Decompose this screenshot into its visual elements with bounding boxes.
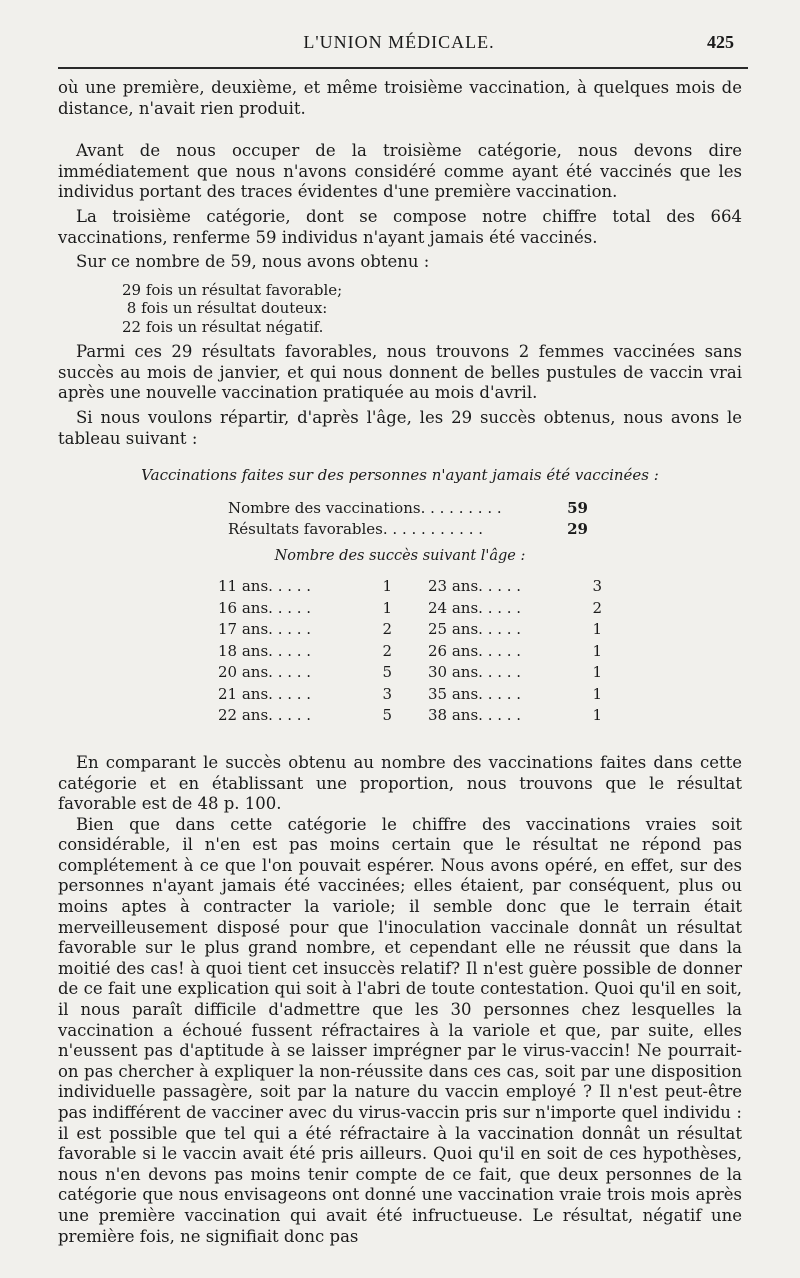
table-row <box>428 662 638 684</box>
paragraph: La troisième catégorie, dont se compose notre chiffre total des 664 vaccinations, renferme 59 individus n'ayant jamais été vaccinés. <box>58 206 742 247</box>
table-row <box>218 662 428 684</box>
age-label: 20 ans. . . . . <box>218 663 312 682</box>
age-column-right <box>428 576 638 727</box>
table-row <box>218 598 428 620</box>
paragraph: En comparant le succès obtenu au nombre des vaccinations faites dans cette catégorie et en établissant une proportion, nous trouvons que le résultat favorable est de 48 p. 100. <box>58 752 742 814</box>
age-table <box>218 576 742 727</box>
age-count: 3 <box>382 684 392 703</box>
age-count: 1 <box>382 598 392 617</box>
age-count: 2 <box>382 641 392 660</box>
age-count: 2 <box>592 598 602 617</box>
table-row <box>428 576 638 598</box>
table-row <box>218 641 428 663</box>
age-label: 21 ans. . . . . <box>218 684 312 703</box>
table-caption: Vaccinations faites sur des personnes n'ayant jamais été vaccinées : <box>141 466 659 485</box>
summary-row <box>228 498 742 519</box>
age-label: 17 ans. . . . . <box>218 620 312 639</box>
summary-label: Résultats favorables. . . . . . . . . . . <box>228 519 484 538</box>
age-label: 22 ans. . . . . <box>218 706 312 725</box>
table-row <box>218 684 428 706</box>
age-count: 5 <box>382 706 392 725</box>
table-row <box>218 619 428 641</box>
results-list <box>122 281 742 337</box>
paragraph: Parmi ces 29 résultats favorables, nous trouvons 2 femmes vaccinées sans succès au mois de janvier, et qui nous donnent de belles pustules de vaccin vrai après une nouvelle vaccination pratiquée au mois d'avril. <box>58 342 742 403</box>
age-label: 25 ans. . . . . <box>428 620 522 639</box>
running-title: L'UNION MÉDICALE. <box>303 32 495 52</box>
result-doubtful: 8 fois un résultat douteux: <box>122 299 328 318</box>
age-label: 38 ans. . . . . <box>428 706 522 725</box>
age-label: 23 ans. . . . . <box>428 577 522 596</box>
table-row <box>428 598 638 620</box>
table-row <box>428 641 638 663</box>
paragraph: Si nous voulons répartir, d'après l'âge, les 29 succès obtenus, nous avons le tableau suivant : <box>58 408 742 448</box>
age-label: 26 ans. . . . . <box>428 641 522 660</box>
header-rule <box>58 67 748 69</box>
table-row <box>218 576 428 598</box>
age-label: 11 ans. . . . . <box>218 577 312 596</box>
paragraph: Avant de nous occuper de la troisième catégorie, nous devons dire immédiatement que nous n'avons considéré comme ayant été vaccinés que les individus portant des traces évidentes d'une première vaccination. <box>58 141 742 202</box>
article-body <box>58 78 742 1247</box>
summary-row <box>228 519 742 540</box>
age-table-caption: Nombre des succès suivant l'âge : <box>274 547 526 564</box>
age-column-left <box>218 576 428 727</box>
table-row <box>218 705 428 727</box>
age-count: 1 <box>592 684 602 703</box>
page-number: 425 <box>707 32 734 52</box>
age-label: 18 ans. . . . . <box>218 641 312 660</box>
age-count: 1 <box>382 577 392 596</box>
page-header <box>58 32 740 62</box>
age-label: 30 ans. . . . . <box>428 663 522 682</box>
table-row <box>428 705 638 727</box>
age-label: 16 ans. . . . . <box>218 598 312 617</box>
table-row <box>428 619 638 641</box>
paragraph: Bien que dans cette catégorie le chiffre des vaccinations vraies soit considérable, il n'en est pas moins certain que le résultat ne répond pas complétement à ce que l'on pouvait espérer. Nous avons opéré, en effet, sur des personnes n'ayant jamais été vaccinées; elles étaient, par conséquent, plus ou moins aptes à contracter la variole; il semble donc que le terrain était merveilleusement disposé pour que l'inoculation vaccinale donnât un résultat favorable sur le plus grand nombre, et cependant elle ne réussit que dans la moitié des cas! à quoi tient cet insuccès relatif? Il n'est guère possible de donner de ce fait une explication qui soit à l'abri de toute contestation. Quoi qu'il en soit, il nous paraît difficile d'admettre que les 30 personnes chez lesquelles la vaccination a échoué fussent réfractaires à la variole et que, par suite, elles n'eussent pas d'aptitude à se laisser imprégner par le virus-vaccin! Ne pourrait-on pas chercher à expliquer la non-réussite dans ces cas, soit par une disposition individuelle passagère, soit par la nature du vaccin employé ? Il n'est peut-être pas indifférent de vacciner avec du virus-vaccin pris sur n'importe quel individu : il est possible que tel qui a été réfractaire à la vaccination donnât un résultat favorable si le vaccin avait été pris ailleurs. Quoi qu'il en soit de ces hypothèses, nous n'en devons pas moins tenir compte de ce fait, que deux personnes de la catégorie que nous envisageons ont donné une vaccination vraie trois mois après une première vaccination qui avait été infructueuse. Le résultat, négatif une première fois, ne signifiait donc pas <box>58 814 742 1246</box>
age-count: 5 <box>382 663 392 682</box>
paragraph: où une première, deuxième, et même troisième vaccination, à quelques mois de distance, n'avait rien produit. <box>58 78 742 118</box>
summary-label: Nombre des vaccinations. . . . . . . . . <box>228 498 502 517</box>
age-label: 24 ans. . . . . <box>428 598 522 617</box>
table-row <box>428 684 638 706</box>
age-count: 3 <box>592 577 602 596</box>
age-count: 1 <box>592 641 602 660</box>
summary-value: 59 <box>567 498 588 517</box>
summary-value: 29 <box>567 519 588 538</box>
age-count: 1 <box>592 620 602 639</box>
result-favorable: 29 fois un résultat favorable; <box>122 280 343 299</box>
summary-table <box>228 498 742 540</box>
age-count: 1 <box>592 706 602 725</box>
age-label: 35 ans. . . . . <box>428 684 522 703</box>
age-count: 1 <box>592 663 602 682</box>
result-negative: 22 fois un résultat négatif. <box>122 317 324 336</box>
age-count: 2 <box>382 620 392 639</box>
paragraph: Sur ce nombre de 59, nous avons obtenu : <box>76 252 430 272</box>
